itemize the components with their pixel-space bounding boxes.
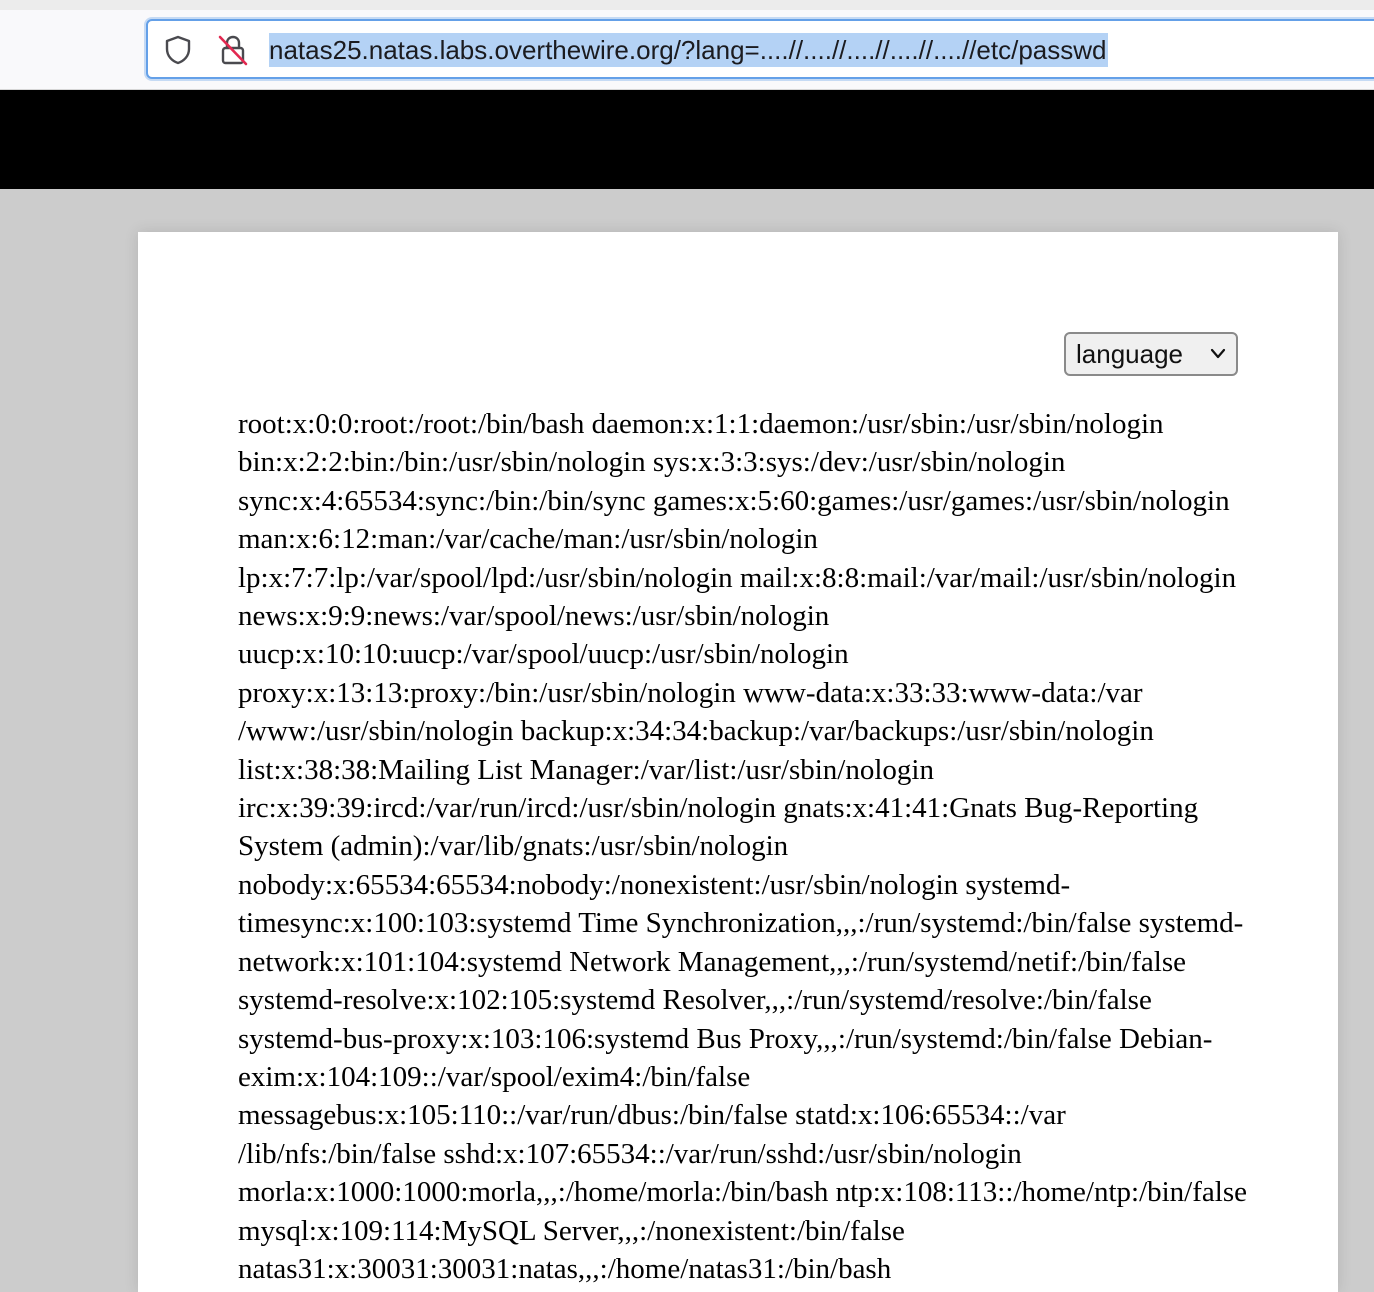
content-card <box>138 232 1338 1292</box>
page-header <box>0 90 1374 189</box>
shield-icon[interactable] <box>162 34 194 66</box>
address-bar[interactable] <box>146 19 1374 79</box>
language-select-value: language <box>1076 339 1183 369</box>
passwd-file-content: root:x:0:0:root:/root:/bin/bash daemon:x:1:1:daemon:/usr/sbin:/usr/sbin​/nologin bin:x:2:2:bin:/bin:/usr/sbin/nologin sys:x:3:3:sys:/dev:/usr/sbin​/nologin sync:x:4:65534:sync:/bin:/bin/sync games:x:5:60:games:/usr/games:​/usr/sbin/nologin man:x:6:12:man:/var/cache/man:/usr/sbin/nologin lp:x:7:7:lp:/var/spool/lpd:/usr/sbin/nologin mail:x:8:8:mail:/var/mail:/usr/sbin​/nologin news:x:9:9:news:/var/spool/news:/usr/sbin/nologin uucp:x:10:10:uucp:/var/spool/uucp:/usr/sbin/nologin proxy:x:13:13:proxy:/bin:/usr/sbin/nologin www-data:x:33:33:www-data:/var​/www:/usr/sbin/nologin backup:x:34:34:backup:/var/backups:/usr/sbin​/nologin list:x:38:38:Mailing List Manager:/var/list:/usr/sbin/nologin irc:x:39:39:ircd:/var/run/ircd:/usr/sbin/nologin gnats:x:41:41:Gnats Bug-Reporting System (admin):/var/lib/gnats:/usr/sbin/nologin nobody:x:65534:65534:nobody:/nonexistent:/usr/sbin/nologin systemd-timesync:x:100:103:systemd Time Synchronization,,,:/run/systemd:/bin/false systemd-network:x:101:104:systemd Network Management,,,:/run/systemd​/netif:/bin/false systemd-resolve:x:102:105:systemd Resolver,,,:/run/systemd​/resolve:/bin/false systemd-bus-proxy:x:103:106:systemd Bus Proxy,,,:/run​/systemd:/bin/false Debian-exim:x:104:109::/var/spool/exim4:/bin/false messagebus:x:105:110::/var/run/dbus:/bin/false statd:x:106:65534::/var​/lib/nfs:/bin/false sshd:x:107:65534::/var/run/sshd:/usr/sbin/nologin morla:x:1000:1000:morla,,,:/home/morla:/bin/bash ntp:x:108:113::/home​/ntp:/bin/false mysql:x:109:114:MySQL Server,,,:/nonexistent:/bin/false natas31:x:30031:30031:natas,,,:/home/natas31:/bin/bash <box>238 408 1247 1285</box>
language-select[interactable] <box>1064 332 1238 376</box>
browser-toolbar <box>0 0 1374 90</box>
insecure-lock-icon[interactable] <box>216 33 250 67</box>
url-text[interactable]: natas25.natas.labs.overthewire.org/?lang=....//....//....//....//....//etc/passwd <box>269 35 1107 65</box>
chevron-down-icon <box>1210 347 1226 361</box>
tab-strip <box>0 0 1374 10</box>
